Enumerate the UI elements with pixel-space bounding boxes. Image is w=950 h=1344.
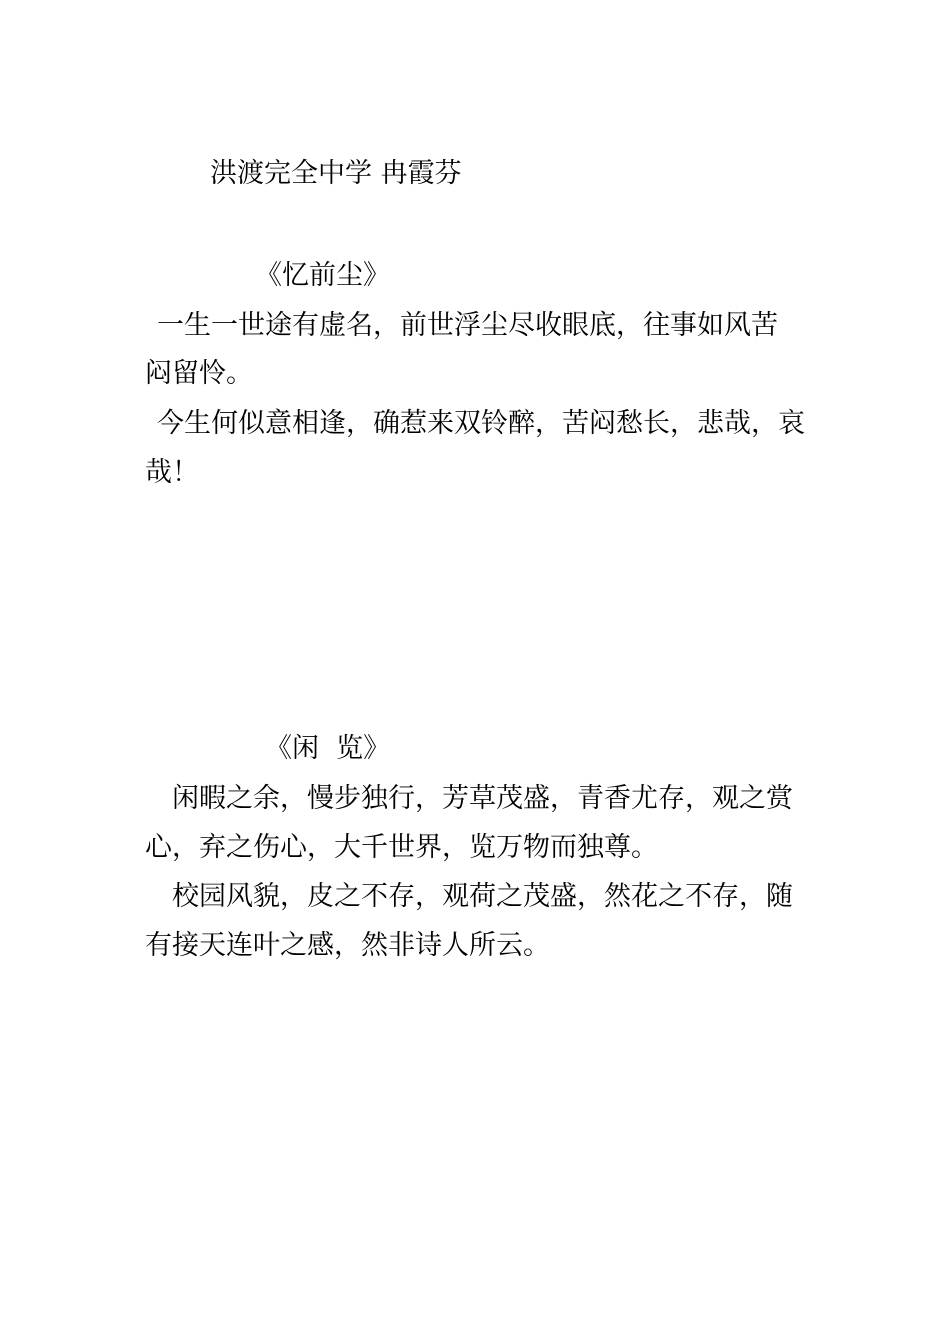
poem-line: 今生何似意相逢，确惹来双铃醉，苦闷愁长，悲哉，哀 [157, 408, 805, 439]
poem-line: 心，弃之伤心，大千世界，览万物而独尊。 [145, 832, 658, 863]
poem-line: 校园风貌，皮之不存，观荷之茂盛，然花之不存，随 [172, 881, 793, 912]
poem-line: 有接天连叶之感，然非诗人所云。 [145, 930, 550, 961]
poem-line: 闲暇之余，慢步独行，芳草茂盛，青香尤存，观之赏 [172, 783, 793, 814]
poem-line: 哉！ [145, 457, 199, 488]
poem-title-yiqianchen: 《忆前尘》 [255, 260, 390, 291]
author-line: 洪渡完全中学 冉霞芬 [210, 158, 462, 189]
poem-line: 一生一世途有虚名，前世浮尘尽收眼底，往事如风苦 [157, 310, 778, 341]
poem-line: 闷留怜。 [145, 358, 253, 389]
poem-title-xianlan: 《闲 览》 [265, 733, 391, 764]
